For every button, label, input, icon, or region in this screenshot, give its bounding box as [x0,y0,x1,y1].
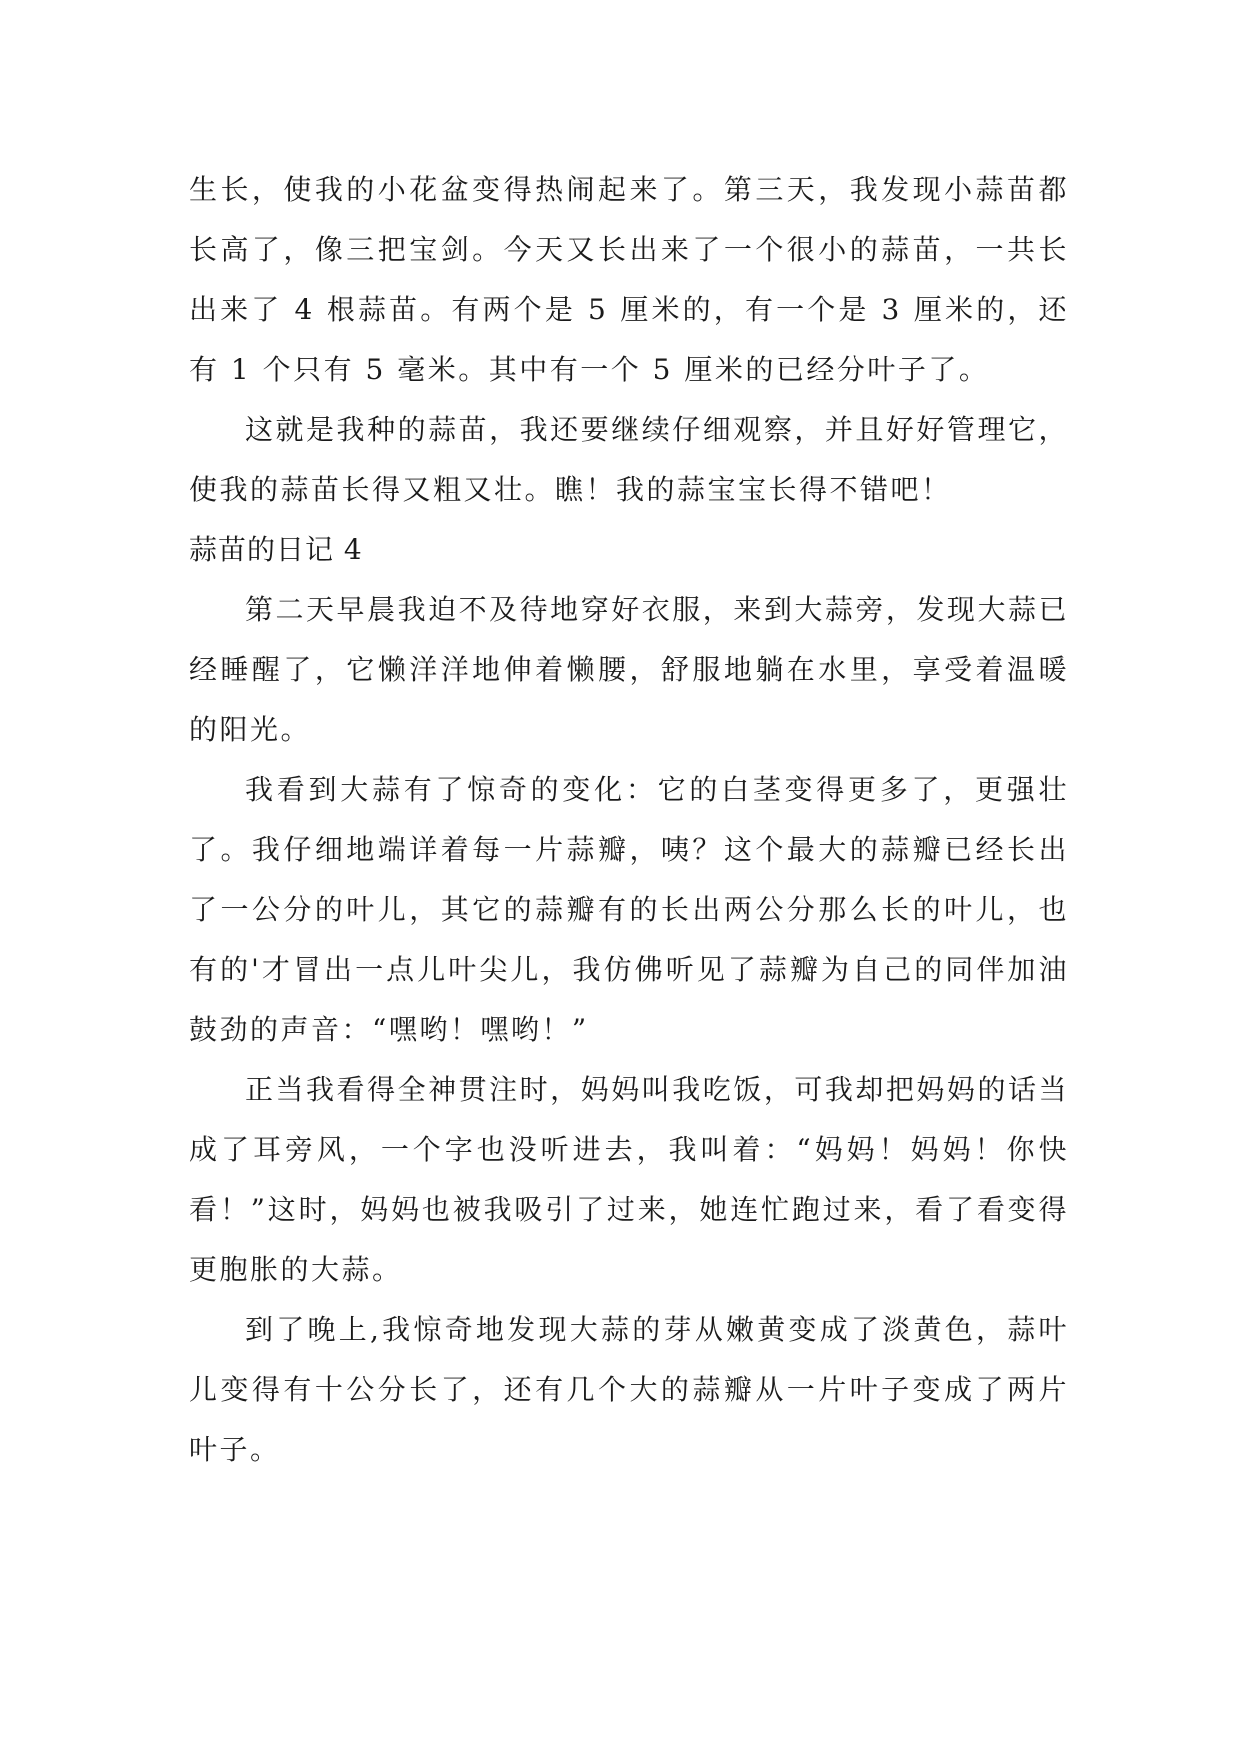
paragraph-growth-observation: 生长，使我的小花盆变得热闹起来了。第三天，我发现小蒜苗都长高了，像三把宝剑。今天又长出来了一个很小的蒜苗，一共长出来了 4 根蒜苗。有两个是 5 厘米的，有一个是 3 厘米的，还有 1 个只有 5 毫米。其中有一个 5 厘米的已经分叶子了。 [189,173,1069,386]
document-body [189,160,1069,1480]
paragraph-evening: 到了晚上,我惊奇地发现大蒜的芽从嫩黄变成了淡黄色，蒜叶儿变得有十公分长了，还有几个大的蒜瓣从一片叶子变成了两片叶子。 [189,1313,1069,1466]
paragraph-mother: 正当我看得全神贯注时，妈妈叫我吃饭，可我却把妈妈的话当成了耳旁风，一个字也没听进去，我叫着：“妈妈！妈妈！你快看！”这时，妈妈也被我吸引了过来，她连忙跑过来，看了看变得更胞胀的大蒜。 [189,1073,1069,1286]
paragraph-morning: 第二天早晨我迫不及待地穿好衣服，来到大蒜旁，发现大蒜已经睡醒了，它懒洋洋地伸着懒腰，舒服地躺在水里，享受着温暖的阳光。 [189,593,1069,746]
paragraph-conclusion: 这就是我种的蒜苗，我还要继续仔细观察，并且好好管理它，使我的蒜苗长得又粗又壮。瞧！我的蒜宝宝长得不错吧！ [189,413,1069,506]
paragraph-changes: 我看到大蒜有了惊奇的变化：它的白茎变得更多了，更强壮了。我仔细地端详着每一片蒜瓣，咦？这个最大的蒜瓣已经长出了一公分的叶儿，其它的蒜瓣有的长出两公分那么长的叶儿，也有的'才冒出一点儿叶尖儿，我仿佛听见了蒜瓣为自己的同伴加油鼓劲的声音：“嘿哟！嘿哟！” [189,773,1069,1046]
section-heading: 蒜苗的日记 4 [189,533,363,566]
